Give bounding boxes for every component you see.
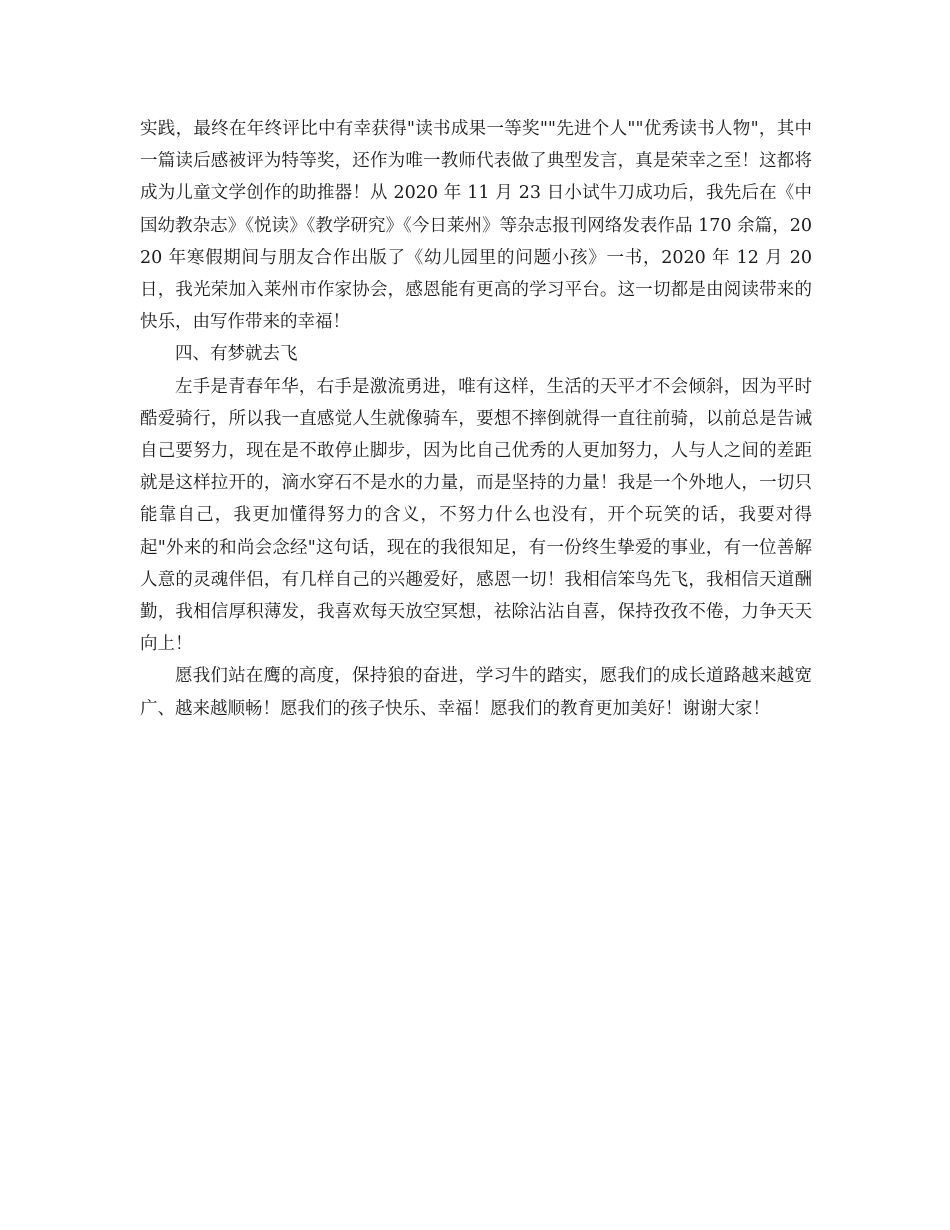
document-body xyxy=(140,113,812,725)
paragraph-persistence: 左手是青春年华，右手是激流勇进，唯有这样，生活的天平才不会倾斜，因为平时酷爱骑行，所以我一直感觉人生就像骑车，要想不摔倒就得一直往前骑，以前总是告诫自己要努力，现在是不敢停止脚步，因为比自己优秀的人更加努力，人与人之间的差距就是这样拉开的，滴水穿石不是水的力量，而是坚持的力量！我是一个外地人，一切只能靠自己，我更加懂得努力的含义，不努力什么也没有，开个玩笑的话，我要对得起"外来的和尚会念经"这句话，现在的我很知足，有一份终生挚爱的事业，有一位善解人意的灵魂伴侣，有几样自己的兴趣爱好，感恩一切！我相信笨鸟先飞，我相信天道酬勤，我相信厚积薄发，我喜欢每天放空冥想，祛除沾沾自喜，保持孜孜不倦，力争天天向上！ xyxy=(140,376,812,655)
section-heading-dream: 四、有梦就去飞 xyxy=(175,344,298,365)
paragraph-reading-achievements: 实践，最终在年终评比中有幸获得"读书成果一等奖""先进个人""优秀读书人物"，其中一篇读后感被评为特等奖，还作为唯一教师代表做了典型发言，真是荣幸之至！这都将成为儿童文学创作的助推器！从 2020 年 11 月 23 日小试牛刀成功后，我先后在《中国幼教杂志》《悦读》《教学研究》《今日莱州》等杂志报刊网络发表作品 170 余篇，2020 年寒假期间与朋友合作出版了《幼儿园里的问题小孩》一书，2020 年 12 月 20 日，我光荣加入莱州市作家协会，感恩能有更高的学习平台。这一切都是由阅读带来的快乐，由写作带来的幸福！ xyxy=(140,119,812,333)
paragraph-closing-wishes: 愿我们站在鹰的高度，保持狼的奋进，学习牛的踏实，愿我们的成长道路越来越宽广、越来越顺畅！愿我们的孩子快乐、幸福！愿我们的教育更加美好！谢谢大家！ xyxy=(140,666,812,719)
